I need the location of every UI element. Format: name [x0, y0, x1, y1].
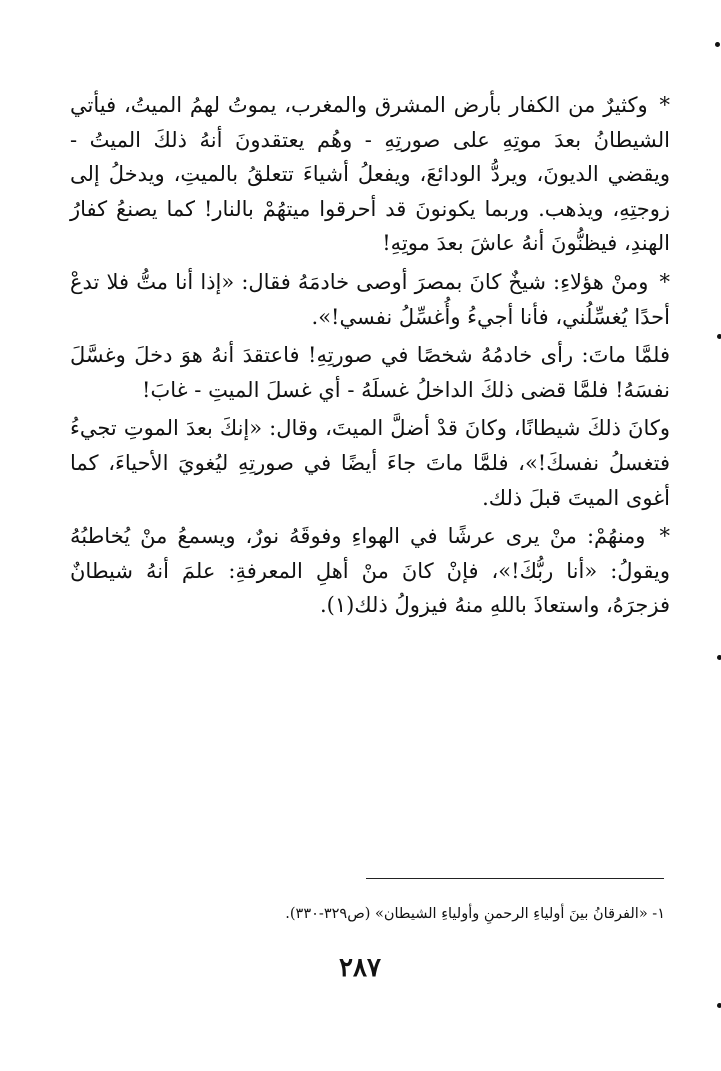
- main-text: [70, 88, 670, 627]
- paragraph-text: وكانَ ذلكَ شيطانًا، وكانَ قدْ أضلَّ الميتَ، وقال: «إنكَ بعدَ الموتِ تجيءُ فتغسلُ نفسكَ!»، فلمَّا ماتَ جاءَ أيضًا في صورتِهِ ليُغويَ الأحياءَ، كما أغوى الميتَ قبلَ ذلك.: [70, 416, 670, 510]
- footnote: ١- «الفرقانُ بينَ أولياءِ الرحمنِ وأولياءِ الشيطان» (ص٣٢٩-٣٣٠).: [285, 906, 665, 922]
- edge-mark: [717, 1003, 721, 1008]
- paragraph-star: *: [659, 93, 670, 117]
- paragraph: [70, 411, 670, 515]
- edge-mark: [715, 42, 720, 47]
- paragraph: [70, 88, 670, 261]
- paragraph-text: ومنهُمْ: منْ يرى عرشًا في الهواءِ وفوقَهُ نورٌ، ويسمعُ منْ يُخاطبُهُ ويقولُ: «أنا ربُّكَ!»، فإنْ كانَ منْ أهلِ المعرفةِ: علمَ أنهُ شيطانٌ فزجرَهُ، واستعاذَ باللهِ منهُ فيزولُ ذلك(١).: [70, 524, 670, 618]
- paragraph-star: *: [659, 524, 670, 549]
- page-number: ٢٨٧: [339, 953, 381, 983]
- paragraph-star: *: [659, 269, 670, 294]
- edge-mark: [717, 655, 721, 660]
- paragraph: [70, 265, 670, 334]
- paragraph: [70, 519, 670, 623]
- footnote-divider: [366, 878, 664, 879]
- paragraph-text: وكثيرٌ من الكفار بأرض المشرق والمغرب، يموتُ لهمُ الميتُ، فيأتي الشيطانُ بعدَ موتِهِ على صورتِهِ - وهُم يعتقدونَ أنهُ ذلكَ الميتُ - ويقضي الديونَ، ويردُّ الودائعَ، ويفعلُ أشياءَ تتعلقُ بالميتِ، ويدخلُ إلى زوجتِهِ، ويذهب. وربما يكونونَ قد أحرقوا ميتهُمْ بالنار! كما يصنعُ كفارُ الهندِ، فيظنُّونَ أنهُ عاشَ بعدَ موتِهِ!: [70, 93, 670, 256]
- edge-mark: [717, 334, 721, 339]
- paragraph-text: ومنْ هؤلاءِ: شيخٌ كانَ بمصرَ أوصى خادمَهُ فقال: «إذا أنا متُّ فلا تدعْ أحدًا يُغسِّلُني، فأنا أجيءُ وأُغسِّلُ نفسي!».: [70, 269, 670, 329]
- paragraph: [70, 338, 670, 407]
- paragraph-text: فلمَّا ماتَ: رأى خادمُهُ شخصًا في صورتِهِ! فاعتقدَ أنهُ هوَ دخلَ وغسَّلَ نفسَهُ! فلمَّا قضى ذلكَ الداخلُ غسلَهُ - أي غسلَ الميتِ - غابَ!: [70, 343, 670, 402]
